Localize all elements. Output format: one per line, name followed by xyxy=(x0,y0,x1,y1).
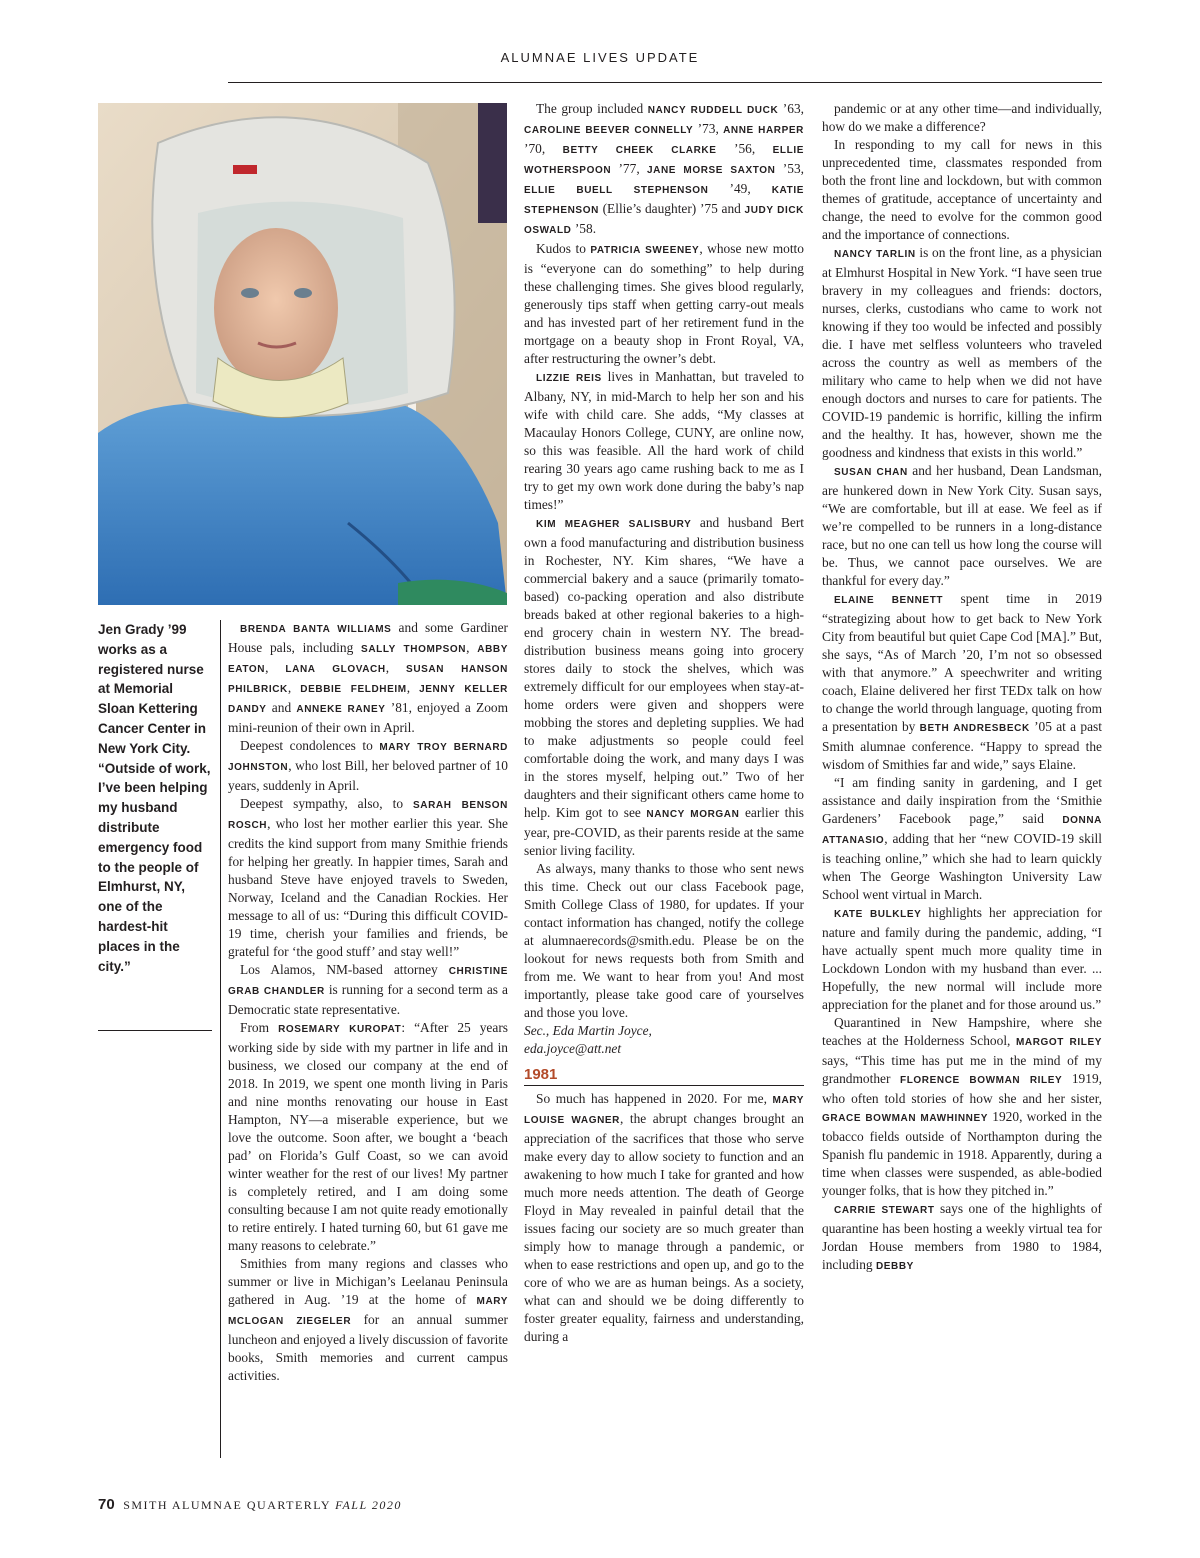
class-secretary: Sec., Eda Martin Joyce, xyxy=(524,1023,652,1038)
alumna-name: DONNA ATTANASIO xyxy=(822,815,1102,846)
text-run: and her husband, Dean Landsman, are hunkered down in New York City. Susan says, “We are comfortable, but ill at ease. We feel as if we’re compelled to be runners in a long-distance race, but no one can tell us how long the course will be. Thus, we cannot pace ourselves. We are thankful for every day.” xyxy=(822,463,1103,588)
text-run: Kudos to xyxy=(536,241,591,256)
paragraph xyxy=(822,1014,1102,1200)
column-1 xyxy=(228,619,508,1385)
text-run: ’73, xyxy=(693,121,724,136)
text-run: ’77, xyxy=(611,161,647,176)
section-header: ALUMNAE LIVES UPDATE xyxy=(500,50,700,65)
text-run: ’70, xyxy=(524,141,563,156)
column-2-continued xyxy=(524,1090,804,1346)
text-run: ’56, xyxy=(716,141,773,156)
text-run: ’58. xyxy=(571,221,597,236)
text-run: pandemic or at any other time—and individually, how do we make a difference? xyxy=(822,101,1102,134)
text-run: earlier this year, pre-COVID, as their parents reside at the same senior living facility. xyxy=(524,805,805,858)
alumna-name: JUDY DICK OSWALD xyxy=(524,205,804,236)
alumna-name: SALLY THOMPSON xyxy=(361,644,467,655)
paragraph xyxy=(524,240,804,368)
alumna-name: NANCY MORGAN xyxy=(646,809,740,820)
paragraph xyxy=(228,795,508,961)
paragraph xyxy=(524,100,804,240)
alumna-name: KATE BULKLEY xyxy=(834,909,922,920)
alumna-name: ABBY EATON xyxy=(228,644,508,675)
text-run: and husband Bert own a food manufacturing and distribution business in Rochester, NY. Kim shares, “We have a commercial bakery and a sauce (primarily tomato-based) co-packing operation and also distribute breads baked at other regional bakeries to a high-end grocery chain in western NY. The bread-distribution business means going into grocery stores daily to stock the shelves, which was extremely difficult for our employees when stay-at-home orders were given and shoppers were mobbing the stores and depleting supplies. We had to make adjustments so people could feel comfortable doing the work, and many days I was in the stores myself, helping out.” Two of her daughters and their significant others came home to help. Kim got to see xyxy=(524,515,805,820)
text-run: ’63, xyxy=(778,101,804,116)
paragraph xyxy=(822,136,1102,244)
alumna-name: ROSEMARY KUROPAT xyxy=(278,1024,402,1035)
text-run: ’49, xyxy=(708,181,772,196)
paragraph xyxy=(228,737,508,795)
text-run: ’53, xyxy=(775,161,805,176)
text-run: (Ellie’s daughter) ’75 and xyxy=(598,201,745,216)
secretary-email: eda.joyce@att.net xyxy=(524,1041,622,1056)
text-run: , adding that her “new COVID-19 skill is teaching online,” which she had to learn quickly when The George Washington University Law School went virtual in March. xyxy=(822,831,1102,902)
column-2 xyxy=(524,100,804,1346)
text-run: lives in Manhattan, but traveled to Albany, NY, in mid-March to help her son and his wife with child care. She adds, “My classes at Macaulay Honors College, CUNY, are online now, so this was feasible. All the hard work of child rearing 30 years ago came rushing back to me as I try to get my own work done during the baby’s nap times!” xyxy=(524,369,804,512)
class-year-heading: 1981 xyxy=(524,1066,804,1086)
text-run: , xyxy=(287,680,301,695)
header-rule xyxy=(228,82,1102,83)
alumna-name: NANCY TARLIN xyxy=(834,249,916,260)
paragraph xyxy=(822,904,1102,1014)
alumna-name: SUSAN CHAN xyxy=(834,467,908,478)
text-run: , xyxy=(265,660,286,675)
alumna-name: PATRICIA SWEENEY xyxy=(590,245,700,256)
text-run: In responding to my call for news in this unprecedented time, classmates responded from both the front line and lockdown, but with common themes of gratitude, acceptance of uncertainty and change, the need to evolve for the common good and the importance of connections. xyxy=(822,137,1102,242)
paragraph xyxy=(822,774,1102,904)
caption-rule xyxy=(98,1030,212,1031)
alumna-name: DEBBY xyxy=(875,1261,914,1272)
text-run: “I am finding sanity in gardening, and I get assistance and daily inspiration from the ‘Smithie Gardeners’ Facebook page,” said xyxy=(822,775,1102,826)
alumna-name: ANNE HARPER xyxy=(723,125,804,136)
alumna-name: ELLIE WOTHERSPOON xyxy=(524,145,804,176)
text-run: : “After 25 years working side by side with my partner in life and in business, we closed our company at the end of 2018. In 2019, we spent one month living in Paris and nine months renovating our house in East Hampton, NY—a miserable experience, but we love the outcome. Soon after, we bought a ‘beach pad’ on Florida’s Gulf Coast, so we can avoid winter weather for the rest of our lives! My partner is completely retired, and I am doing some consulting because I am not quite ready emotionally to retire entirely. I hated turning 60, but 61 gave me many reasons to celebrate.” xyxy=(228,1020,509,1253)
alumna-name: JENNY KELLER DANDY xyxy=(228,684,508,715)
alumna-name: ANNEKE RANEY xyxy=(296,704,386,715)
column-3 xyxy=(822,100,1102,1276)
alumna-name: CARRIE STEWART xyxy=(834,1205,935,1216)
alumna-name: JANE MORSE SAXTON xyxy=(646,165,776,176)
alumna-name: CHRISTINE GRAB CHANDLER xyxy=(228,966,508,997)
text-run: , whose new motto is “everyone can do something” to help during these challenging times. She gives blood regularly, generously tips staff when getting carry-out meals and has invested part of her retirement fund in the mortgage on a beauty shop in Front Royal, VA, after restructuring the owner’s debt. xyxy=(524,241,804,366)
paragraph xyxy=(524,368,804,514)
alumna-name: BETH ANDRESBECK xyxy=(919,723,1030,734)
text-run: , xyxy=(406,680,420,695)
text-run: Quarantined in New Hampshire, where she teaches at the Holderness School, xyxy=(822,1015,1102,1048)
paragraph xyxy=(524,860,804,1022)
issue-name: FALL 2020 xyxy=(335,1498,402,1512)
text-run: for an annual summer luncheon and enjoyed a lively discussion of favorite books, Smith memories and current campus activities. xyxy=(228,1312,508,1383)
text-run: and some Gardiner House pals, including xyxy=(228,620,508,655)
text-run: and xyxy=(266,700,297,715)
text-run: So much has happened in 2020. For me, xyxy=(536,1091,773,1106)
alumna-name: BRENDA BANTA WILLIAMS xyxy=(240,624,392,635)
publication-name: SMITH ALUMNAE QUARTERLY xyxy=(123,1498,331,1512)
alumna-name: MARGOT RILEY xyxy=(1015,1037,1102,1048)
alumna-name: FLORENCE BOWMAN RILEY xyxy=(900,1075,1063,1086)
alumna-name: ELAINE BENNETT xyxy=(834,595,944,606)
paragraph xyxy=(228,1255,508,1385)
column-rule xyxy=(220,620,221,1458)
alumna-name: NANCY RUDDELL DUCK xyxy=(647,105,779,116)
paragraph xyxy=(228,961,508,1019)
paragraph xyxy=(822,462,1102,590)
alumna-name: ELLIE BUELL STEPHENSON xyxy=(524,185,709,196)
alumna-name: GRACE BOWMAN MAWHINNEY xyxy=(822,1113,989,1124)
paragraph xyxy=(524,514,804,860)
text-run: spent time in 2019 “strategizing about how to get back to New York City from beautiful but quiet Cape Cod [MA].” But, she says, “As of March ’20, I’m not so obsessed with that anymore.” A speechwriter and writing coach, Elaine delivered her first TEDx talk on how to change the world through language, quoting from a presentation by xyxy=(822,591,1102,734)
nurse-photo xyxy=(98,103,507,605)
paragraph xyxy=(822,1200,1102,1276)
alumna-name: LIZZIE REIS xyxy=(536,373,602,384)
alumna-name: LANA GLOVACH xyxy=(285,664,386,675)
text-run: is running for a second term as a Democratic state representative. xyxy=(228,982,508,1017)
text-run: says, “This time has put me in the mind of my grandmother xyxy=(822,1053,1102,1086)
text-run: , xyxy=(466,640,478,655)
text-run: highlights her appreciation for nature and family during the pandemic, adding, “I have actually spent much more quality time in Lockdown London with my husband than ever. ... Hopefully, the new normal will include more appreciation for the planet and for those around us.” xyxy=(822,905,1102,1012)
column-2-body xyxy=(524,100,804,1022)
text-run: says one of the highlights of quarantine has been hosting a weekly virtual tea for Jordan House members from 1980 to 1984, including xyxy=(822,1201,1102,1272)
text-run: Smithies from many regions and classes who summer or live in Michigan’s Leelanau Peninsula gathered in Aug. ’19 at the home of xyxy=(228,1256,508,1307)
page-footer xyxy=(98,1496,402,1513)
alumna-name: SUSAN HANSON PHILBRICK xyxy=(228,664,509,695)
text-run: Deepest sympathy, also, to xyxy=(240,796,414,811)
paragraph xyxy=(228,619,508,737)
paragraph xyxy=(822,244,1102,462)
text-run: 1920, worked in the tobacco fields outside of Northampton during the Spanish flu pandemic in 1918. Apparently, during a time when classes were suspended, as able-bodied younger folks, that is how they pitched in.” xyxy=(822,1109,1103,1198)
page-number: 70 xyxy=(98,1496,115,1513)
alumna-name: MARY MCLOGAN ZIEGELER xyxy=(228,1296,508,1327)
text-run: Los Alamos, NM-based attorney xyxy=(240,962,449,977)
alumna-name: BETTY CHEEK CLARKE xyxy=(562,145,717,156)
alumna-name: MARY LOUISE WAGNER xyxy=(524,1095,804,1126)
alumna-name: DEBBIE FELDHEIM xyxy=(300,684,407,695)
photo-caption: Jen Grady ’99 works as a registered nurse at Memorial Sloan Kettering Cancer Center in New York City. “Outside of work, I’ve been helping my husband distribute emergency food to the people of Elmhurst, NY, one of the hardest-hit places in the city.” xyxy=(98,622,211,974)
text-run: 1919, who often told stories of how she and her sister, xyxy=(822,1071,1102,1106)
text-run: Deepest condolences to xyxy=(240,738,380,753)
alumna-name: KATIE STEPHENSON xyxy=(524,185,804,216)
paragraph xyxy=(524,1090,804,1346)
alumna-name: KIM MEAGHER SALISBURY xyxy=(536,519,692,530)
paragraph xyxy=(822,100,1102,136)
text-run: From xyxy=(240,1020,279,1035)
text-run: ’05 at a past Smith alumnae conference. “Happy to spread the wisdom of Smithies far and wide,” says Elaine. xyxy=(822,719,1102,772)
text-run: is on the front line, as a physician at Elmhurst Hospital in New York. “I have seen true bravery in my colleagues and friends: doctors, nurses, clerks, custodians who came to work not knowing if they too would be infected and possibly die. I have met selfless volunteers who traveled across the country as well as members of the military who came to help when we did not have enough doctors and nurses to care for patients. The COVID-19 pandemic is horrific, killing the infirm and the healthy. It has, however, shown me the goodness and kindness that exists in this world.” xyxy=(822,245,1102,460)
text-run: , xyxy=(385,660,407,675)
text-run: ’81, enjoyed a Zoom mini-reunion of their own in April. xyxy=(228,700,508,735)
paragraph xyxy=(822,590,1102,774)
alumna-name: MARY TROY BERNARD JOHNSTON xyxy=(228,742,508,773)
alumna-name: CAROLINE BEEVER CONNELLY xyxy=(524,125,694,136)
text-run: , who lost Bill, her beloved partner of 10 years, suddenly in April. xyxy=(228,758,508,793)
text-run: As always, many thanks to those who sent news this time. Check out our class Facebook page, Smith College Class of 1980, for updates. If your contact information has changed, notify the college at alumnaerecords@smith.edu. Please be on the lookout for news requests both from Smith and from me. We want to hear from you! And most importantly, please take good care of yourselves and those you love. xyxy=(524,861,804,1020)
alumna-name: SARAH BENSON ROSCH xyxy=(228,800,508,831)
paragraph xyxy=(228,1019,508,1255)
text-run: , the abrupt changes brought an appreciation of the sacrifices that those who serve make every day to allow society to function and an awakening to how much I take for granted and how much more needs attention. The death of George Floyd in May revealed in painful detail that the issues facing our society are so much greater than simply how to manage through a pandemic, or when to ease restrictions and open up, and go to the core of who we are as human beings. As a society, what can and should we be doing differently to foster greater equality, fairness and understanding, during a xyxy=(524,1111,805,1344)
text-run: The group included xyxy=(536,101,648,116)
text-run: , who lost her mother earlier this year. She credits the kind support from many Smithie friends for helping her greatly. In happier times, Sarah and husband Steve have enjoyed travels to Sweden, Norway, Iceland and the Canadian Rockies. Her message to all of us: “During this difficult COVID-19 time, cherish your families and friends, be grateful for ‘the good stuff’ and stay well!” xyxy=(228,816,508,959)
